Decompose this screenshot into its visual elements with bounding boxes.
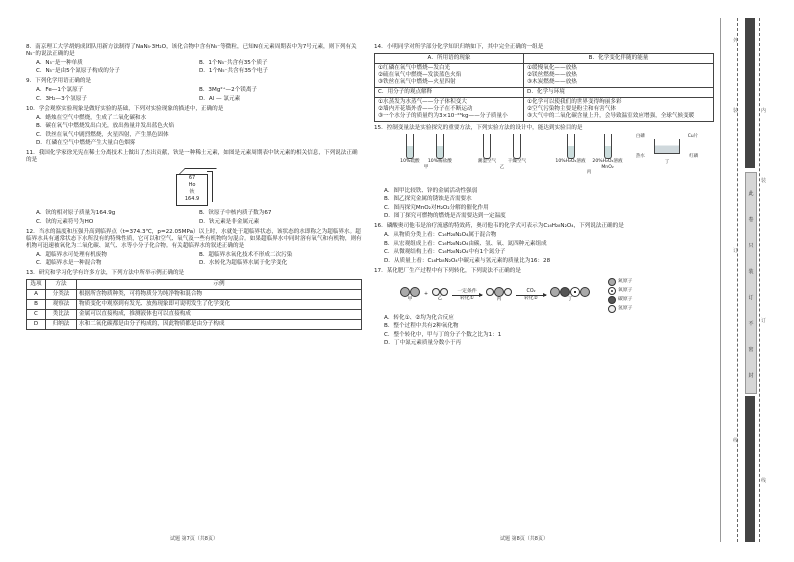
- option-b: B．1个N₅⁻共含有35个质子: [199, 59, 268, 66]
- figure-label: 丁: [664, 159, 670, 165]
- group-b-heading: B．化学变化伴随的能量: [524, 53, 714, 63]
- question-stem: 9．下列化学用语正确的是: [26, 78, 92, 85]
- option-b: B．钬原子中核内质子数为67: [199, 210, 272, 217]
- option-d: D．图丁探究可燃物的燃烧是否需要达到一定温度: [384, 213, 506, 220]
- test-tube: [513, 134, 521, 159]
- option-c: C．钬的元素符号为HO: [36, 218, 94, 225]
- option-b: B．碳在氧气中燃烧发出白光，放出热量并发出蓝色火焰: [36, 123, 175, 130]
- cut-line-inner: [759, 18, 760, 542]
- molecule-yi: 乙: [432, 288, 448, 302]
- question-stem: 16．磷酸奥司他韦是治疗流感的特效药，奥司他韦的化学式可表示为C₁₆H₂₈N₂O₄，下列说法正确的是: [374, 223, 624, 230]
- option-a: A．图甲比较铁、锌的金属活动性强弱: [384, 187, 478, 194]
- option-d: D．红磷在空气中燃烧产生大量白色烟雾: [36, 140, 136, 147]
- figure-label: 乙: [499, 164, 505, 170]
- option-a: A．从物质分类上看：C₁₆H₂₈N₂O₄属于混合物: [384, 232, 497, 239]
- figure-yi: 潮湿空气 干燥空气 乙: [472, 134, 532, 170]
- table-cell: 类比法: [46, 310, 77, 320]
- page-footer-left: 试题 第7页（共8页）: [170, 536, 218, 542]
- right-column: [374, 44, 714, 349]
- group-a-lines: ①红磷在氧气中燃烧—发白光 ②硫在氧气中燃烧—发淡蓝色火焰 ③铁丝在氧气中燃烧—火星四射: [375, 63, 524, 87]
- question-11: [26, 150, 362, 225]
- question-stem: 14．小明同学对所学部分化学知识归纳如下，其中完全正确的一组是: [374, 44, 544, 50]
- element-name: 钬: [189, 189, 195, 196]
- option-c: C．超临界水是一种混合物: [36, 260, 102, 267]
- table-row: [27, 310, 362, 320]
- group-a-heading: A．所用语的现象: [375, 53, 524, 63]
- group-d-lines: ①化学可以使我们的世界变得绚丽多彩 ②空气污染物主要是粉尘和有害气体 ③大气中的二氧化碳含量上升，会导致温室效应增强，全球气候变暖: [524, 97, 714, 121]
- option-b: B．超临界水氧化技术不形成二次污染: [199, 251, 293, 258]
- atomic-number: 67: [188, 175, 196, 182]
- option-a: A．转化①、②均为化合反应: [384, 314, 454, 321]
- experiment-figures: [374, 134, 714, 186]
- option-d: D．丁中氮元素质量分数小于丙: [384, 340, 462, 347]
- oxygen-atom-icon: [608, 287, 616, 295]
- question-15: [374, 125, 714, 220]
- atomic-mass: 164.9: [184, 196, 200, 203]
- table-cell: 水和二氧化碳都是由分子构成的，因此物质都是由分子构成: [77, 320, 362, 330]
- hydrogen-atom-icon: [608, 305, 616, 313]
- question-13: [26, 270, 362, 330]
- cut-line-outer: [737, 18, 738, 542]
- test-tube: [436, 134, 444, 159]
- sealing-strip: 此 卷 只 装 订 不 密 封: [745, 172, 757, 394]
- figure-jia: 10%硫酸 10%稀盐酸 甲: [396, 134, 456, 170]
- atom-legend: 氮原子 氧原子 碳原子 氢原子: [608, 278, 632, 313]
- question-8: [26, 44, 362, 75]
- question-14: [374, 44, 714, 122]
- test-tube: [567, 134, 575, 159]
- option-c: C．从微观结构上看：C₁₆H₂₈N₂O₄中有1个氮分子: [384, 249, 506, 256]
- figure-label: 甲: [423, 164, 429, 170]
- question-stem: 17．某化肥厂生产过程中有下列转化，下列说法不正确的是: [374, 267, 521, 274]
- dark-block-top: [745, 18, 755, 168]
- option-c: C．铁丝在氧气中剧烈燃烧，火星四射，产生黑色固体: [36, 131, 169, 138]
- table-header-row: [27, 280, 362, 290]
- test-tube: [604, 134, 612, 159]
- option-c: C．3H₂—3个氢原子: [36, 95, 88, 102]
- question-stem: 15．控制变量法是实验探究的重要方法，下列实验方法的设计中，能达到实验目的是: [374, 124, 583, 131]
- option-a: A．Fe—1个氯原子: [36, 87, 84, 94]
- knowledge-table: [374, 53, 714, 122]
- option-a: A．钬的相对原子质量为164.9g: [36, 210, 116, 217]
- table-cell: 金属可以直接构成，推测液体也可以直接构成: [77, 310, 362, 320]
- column-header: 选项: [27, 280, 46, 290]
- column-header: 示例: [77, 280, 362, 290]
- table-cell: 根据所含物质种类，可将物质分为纯净物和混合物: [77, 290, 362, 300]
- question-stem: 8．南京理工大学胡炳成团队用新方法制得了NaN₅·3H₂O，该化合物中含有N₅⁻等微粒，已知N在元素周期表中为7号元素，则下列有关N₅⁻的说法正确的是: [26, 44, 357, 57]
- page-footer-right: 试题 第8页（共8页）: [500, 536, 548, 542]
- column-header: 方法: [46, 280, 77, 290]
- question-stem: 13．研究和学习化学有许多方法，下列方法中所举示例正确的是: [26, 270, 185, 277]
- table-cell: B: [27, 300, 46, 310]
- test-tube: [483, 134, 491, 159]
- option-d: D．水转化为超临界水属于化学变化: [199, 260, 288, 267]
- option-d: D．1个N₅⁻共含有35个电子: [199, 68, 269, 75]
- option-b: B．整个过程中共有2种氧化物: [384, 323, 459, 330]
- option-b: B．3Mg²⁺—2个镁离子: [199, 87, 258, 94]
- molecule-bing: 丙: [486, 287, 512, 303]
- option-c: C．N₅⁻是由5个氮原子构成的分子: [36, 68, 120, 75]
- table-cell: 物质变化中观察到有发光、放热现象即可说明发生了化学变化: [77, 300, 362, 310]
- table-row: [27, 320, 362, 330]
- question-stem: 11．我国化学家徐光宪在稀土分离技术上做出了杰出贡献，钬是一种稀土元素，如图是元素周期表中钬元素的相关信息，下列说法正确的是: [26, 150, 358, 164]
- option-d: D．Al — 氯元素: [199, 95, 241, 102]
- nitrogen-atom-icon: [608, 278, 616, 286]
- left-column: [26, 44, 362, 330]
- option-b: B．图乙探究金属的锈蚀是否需要水: [384, 196, 472, 203]
- carbon-atom-icon: [608, 296, 616, 304]
- element-cube: [176, 168, 216, 206]
- option-c: C．图丙探究MnO₂对H₂O₂分解的催化作用: [384, 204, 489, 211]
- table-row: [27, 290, 362, 300]
- element-symbol: Ho: [188, 182, 196, 189]
- question-stem: 12．当水的温度和压强升高到临界点（t=374.3℃，p=22.05MPa）以上时，水就处于超临界状态，该状态的水即称之为超临界水。超临界水具有通常状态下水所没有的特殊性质，它可以和空气、氧气及一些有机物均匀混合。如果超临界水中同时溶有氧气和有机物，则有机物可迅速被氧化为二氧化碳、氮气、水等小分子化合物。有关超临界水的叙述正确的是: [26, 228, 362, 249]
- group-b-lines: ①缓慢氧化——放热 ②镁丝燃烧——放热 ③木炭燃烧——放热: [524, 63, 714, 87]
- question-17: [374, 268, 714, 347]
- figure-ding: 白磷 Cu片 热水 红磷 丁: [636, 133, 698, 165]
- table-cell: A: [27, 290, 46, 300]
- test-tube: [406, 134, 414, 159]
- option-a: A．蜡烛在空气中燃烧，生成了二氧化碳和水: [36, 114, 147, 121]
- table-cell: 归纳法: [46, 320, 77, 330]
- question-16: [374, 223, 714, 264]
- option-b: B．从宏观组成上看：C₁₆H₂₈N₂O₄由碳、氢、氧、氮四种元素组成: [384, 240, 547, 247]
- binding-margin: 外 装 订 线 内 装 订 线 此 卷 只 装 订 不 密 封: [720, 18, 773, 542]
- group-c-heading: C．用分子的观点解释: [375, 87, 524, 97]
- reaction-diagram: 甲 + 乙 一定条件 转化① 丙 CO₂ 转化② 丁 氮原子 氧原子 碳原子 氢原子: [400, 278, 714, 313]
- conversion-arrow-1: 一定条件 转化①: [452, 289, 482, 302]
- figure-bing: 10%H₂O₂溶液 20%H₂O₂溶液 MnO₂ 丙: [552, 134, 626, 176]
- methods-table: [26, 279, 362, 330]
- question-12: [26, 229, 362, 267]
- beaker: [654, 139, 680, 154]
- option-a: A．超临界水可处理有机废物: [36, 251, 107, 258]
- table-cell: 分类法: [46, 290, 77, 300]
- group-d-heading: D．化学与环境: [524, 87, 714, 97]
- option-c: C．整个转化中，甲与丁的分子个数之比为1：1: [384, 331, 502, 338]
- table-cell: D: [27, 320, 46, 330]
- question-10: [26, 106, 362, 147]
- question-stem: 10．学会观察实验现象是做好实验的基础，下列对实验现象的描述中，正确的是: [26, 105, 224, 112]
- table-cell: C: [27, 310, 46, 320]
- group-c-lines: ①水蒸发为水蒸气——分子体积变大 ②墙内开花墙外香——分子在不断运动 ③一个水分子的质量约为3×10⁻²⁶kg——分子质量小: [375, 97, 524, 121]
- table-row: [27, 300, 362, 310]
- option-d: D．从质量上看：C₁₆H₂₈N₂O₄中碳元素与氢元素的质量比为16：28: [384, 257, 551, 264]
- molecule-ding: 丁: [550, 287, 590, 303]
- question-9: [26, 78, 362, 102]
- conversion-arrow-2: CO₂ 转化②: [516, 289, 546, 302]
- molecule-jia: 甲: [400, 287, 420, 303]
- option-a: A．N₅⁻是一种单质: [36, 59, 83, 66]
- figure-label: 丙: [586, 170, 592, 176]
- table-cell: 观察法: [46, 300, 77, 310]
- option-d: D．钬元素是非金属元素: [199, 218, 260, 225]
- dark-block-bottom: [745, 396, 755, 542]
